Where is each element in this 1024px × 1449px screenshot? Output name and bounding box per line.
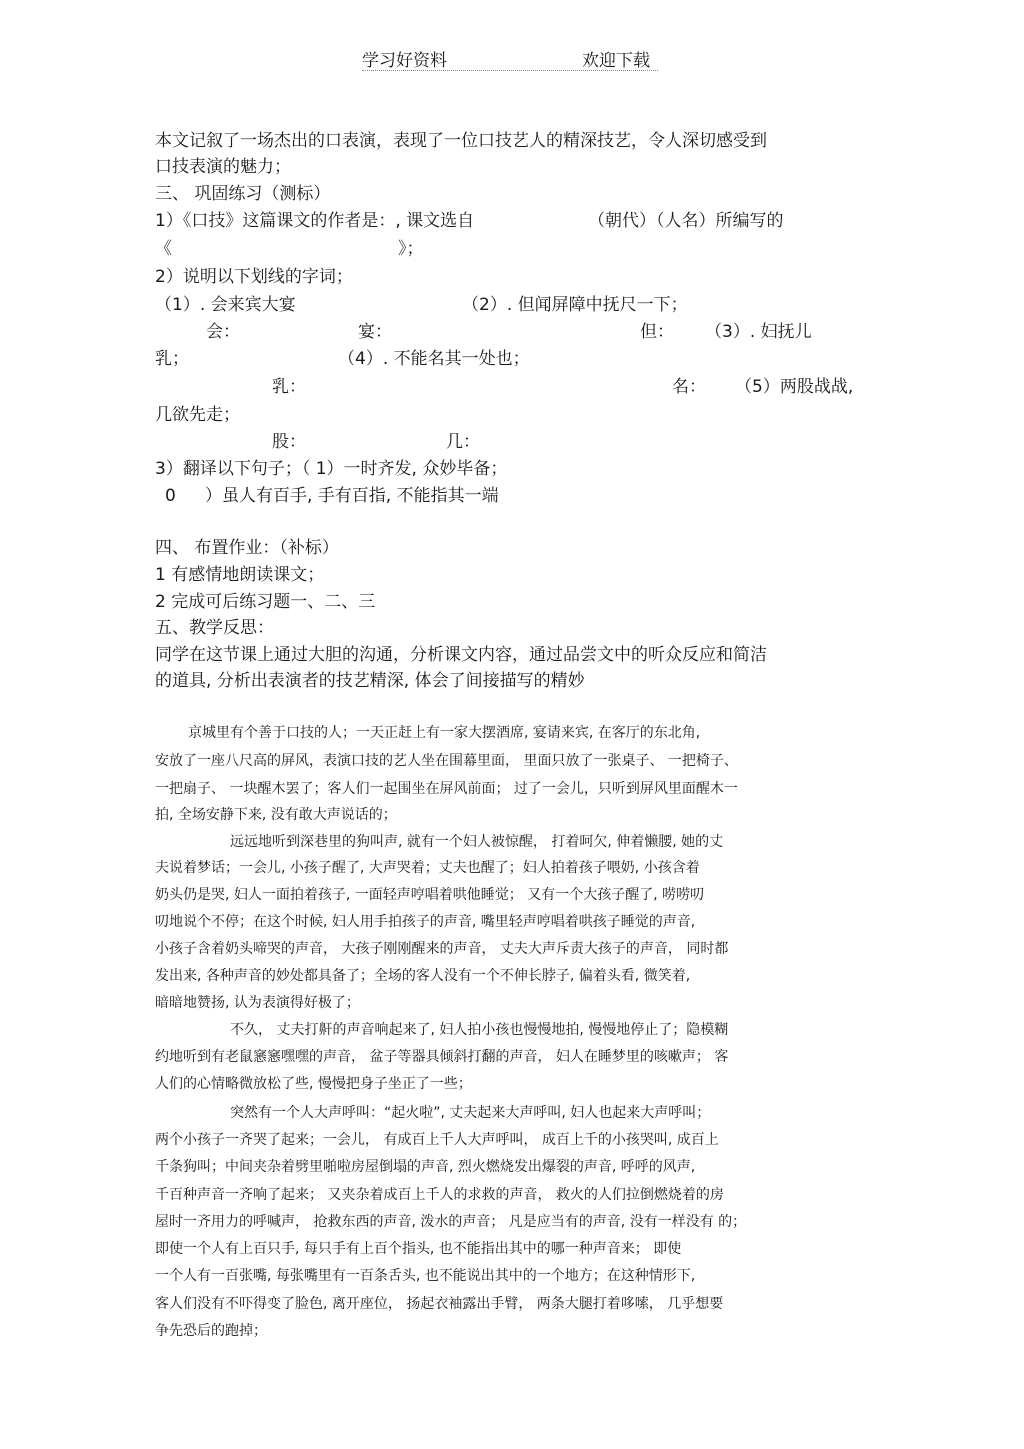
- passage-line: 远远地听到深巷里的狗叫声, 就有一个妇人被惊醒， 打着呵欠, 伸着懒腰, 她的丈: [230, 834, 724, 850]
- blank-hui: 会：: [206, 322, 240, 342]
- question-1-part-a: 1）《口技》这篇课文的作者是：, 课文选自: [155, 211, 475, 231]
- passage-line: 人们的心情略微放松了些, 慢慢把身子坐正了一些；: [155, 1076, 472, 1092]
- passage-line: 拍, 全场安静下来, 没有敢大声说话的；: [155, 807, 397, 823]
- passage-line: 两个小孩子一齐哭了起来；一会儿， 有成百上千人大声呼叫， 成百上千的小孩哭叫, 成百上: [155, 1132, 719, 1148]
- header-left: 学习好资料: [362, 51, 447, 71]
- passage-line: 奶头仍是哭, 妇人一面拍着孩子, 一面轻声哼唱着哄他睡觉； 又有一个大孩子醒了, 唠唠叨: [155, 887, 705, 903]
- passage-line: 小孩子含着奶头啼哭的声音， 大孩子刚刚醒来的声音， 丈夫大声斥责大孩子的声音， 同时都: [155, 941, 729, 957]
- question-2-item-5: （5）两股战战,: [735, 377, 854, 397]
- homework-item-2: 2 完成可后练习题一、二、三: [155, 592, 376, 612]
- question-1-book-close: 》；: [398, 239, 424, 259]
- passage-line: 屋时一齐用力的呼喊声， 抢救东西的声音, 泼水的声音； 凡是应当有的声音, 没有一样没有 的；: [155, 1214, 747, 1230]
- section-three-heading: 三、 巩固练习（测标）: [155, 184, 331, 204]
- homework-item-1: 1 有感情地朗读课文；: [155, 565, 325, 585]
- passage-line: 争先恐后的跑掉；: [155, 1323, 267, 1339]
- passage-line: 一把扇子、 一块醒木罢了；客人们一起围坐在屏风前面； 过了一会儿，只听到屏风里面醒木一: [155, 781, 738, 797]
- reflection-line-1: 同学在这节课上通过大胆的沟通，分析课文内容，通过品尝文中的听众反应和简洁: [155, 645, 767, 665]
- question-2-heading: 2）说明以下划线的字词；: [155, 267, 353, 287]
- question-2-item-4: （4）. 不能名其一处也；: [338, 349, 530, 369]
- question-3-item-2-number: 0: [165, 486, 176, 506]
- passage-line: 夫说着梦话；一会儿, 小孩子醒了, 大声哭着；丈夫也醒了；妇人拍着孩子喂奶, 小孩含着: [155, 860, 700, 876]
- question-2-item-1: （1）. 会来宾大宴: [155, 295, 296, 315]
- question-2-item-5-cont: 几欲先走；: [155, 405, 240, 425]
- question-3-item-2: ）虽人有百手, 手有百指, 不能指其一端: [205, 486, 499, 506]
- section-five-heading: 五、教学反思：: [155, 618, 274, 638]
- passage-line: 发出来, 各种声音的妙处都具备了；全场的客人没有一个不伸长脖子, 偏着头看, 微笑着,: [155, 968, 691, 984]
- header-right: 欢迎下载: [582, 51, 650, 71]
- summary-line-1: 本文记叙了一场杰出的口表演，表现了一位口技艺人的精深技艺，令人深切感受到: [155, 131, 767, 151]
- passage-line: 千条狗叫；中间夹杂着劈里啪啦房屋倒塌的声音, 烈火燃烧发出爆裂的声音, 呼呼的风声,: [155, 1159, 696, 1175]
- reflection-line-2: 的道具, 分析出表演者的技艺精深, 体会了间接描写的精妙: [155, 671, 585, 691]
- passage-line: 千百种声音一齐响了起来； 又夹杂着成百上千人的求救的声音， 救火的人们拉倒燃烧着的房: [155, 1187, 724, 1203]
- blank-yan: 宴：: [358, 322, 392, 342]
- passage-line: 一个人有一百张嘴, 每张嘴里有一百条舌头, 也不能说出其中的一个地方；在这种情形下,: [155, 1268, 696, 1284]
- passage-line: 突然有一个人大声呼叫：“起火啦”, 丈夫起来大声呼叫, 妇人也起来大声呼叫；: [230, 1105, 711, 1121]
- header-divider: [362, 70, 658, 71]
- passage-line: 约地听到有老鼠窸窸嘿嘿的声音， 盆子等器具倾斜打翻的声音， 妇人在睡梦里的咳嗽声； 客: [155, 1049, 729, 1065]
- question-1-book-open: 《: [155, 239, 172, 259]
- passage-line: 客人们没有不吓得变了脸色, 离开座位， 扬起衣袖露出手臂， 两条大腿打着哆嗦， 几乎想要: [155, 1296, 724, 1312]
- passage-line: 即使一个人有上百只手, 每只手有上百个指头, 也不能指出其中的哪一种声音来； 即使: [155, 1241, 682, 1257]
- passage-line: 安放了一座八尺高的屏风，表演口技的艺人坐在围幕里面， 里面只放了一张桌子、 一把椅子、: [155, 753, 738, 769]
- blank-ru: 乳：: [272, 377, 306, 397]
- blank-dan: 但：: [640, 322, 674, 342]
- question-2-item-3-cont: 乳；: [155, 349, 189, 369]
- question-2-item-2: （2）. 但闻屏障中抚尺一下；: [462, 295, 688, 315]
- passage-line: 不久， 丈夫打鼾的声音响起来了, 妇人拍小孩也慢慢地拍, 慢慢地停止了；隐模糊: [230, 1022, 729, 1038]
- blank-ming: 名：: [672, 377, 706, 397]
- passage-line: 京城里有个善于口技的人；一天正赶上有一家大摆酒席, 宴请来宾, 在客厅的东北角,: [188, 725, 701, 741]
- blank-gu: 股：: [272, 432, 306, 452]
- blank-ji: 几：: [446, 432, 480, 452]
- section-four-heading: 四、 布置作业：（补标）: [155, 538, 339, 558]
- question-1-part-b: （朝代）（人名）所编写的: [588, 211, 784, 231]
- passage-line: 暗暗地赞扬, 认为表演得好极了；: [155, 995, 360, 1011]
- question-2-item-3: （3）. 妇抚儿: [705, 322, 812, 342]
- question-3-heading: 3）翻译以下句子；（ 1）一时齐发, 众妙毕备；: [155, 459, 508, 479]
- summary-line-2: 口技表演的魅力；: [155, 157, 291, 177]
- passage-line: 叨地说个不停；在这个时候, 妇人用手拍孩子的声音, 嘴里轻声哼唱着哄孩子睡觉的声音,: [155, 914, 696, 930]
